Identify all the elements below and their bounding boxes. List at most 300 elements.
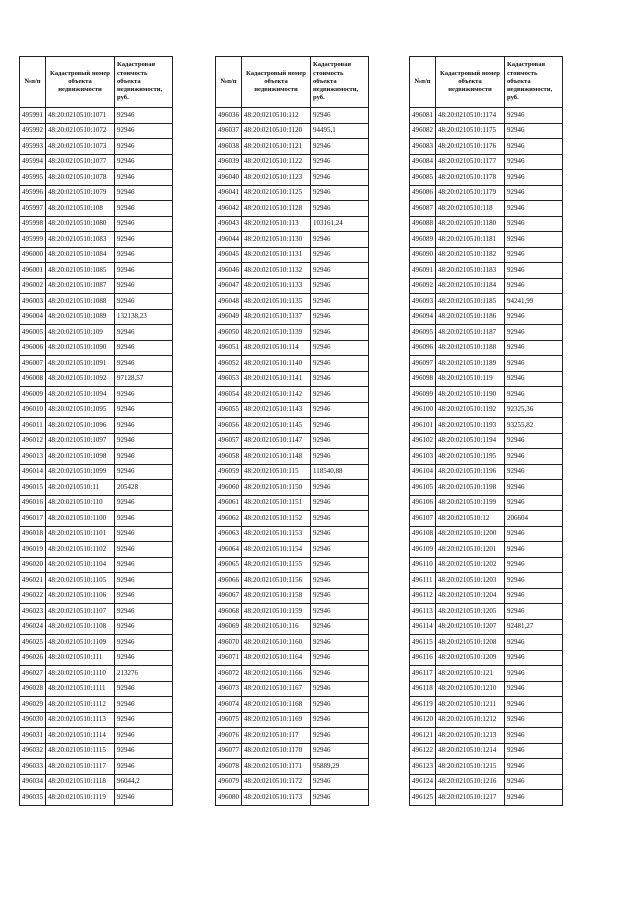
row-number: 496099 [410, 387, 436, 403]
table-row [216, 604, 369, 620]
row-number: 496080 [216, 790, 242, 806]
row-number: 496067 [216, 588, 242, 604]
cadastral-number: 48:20:0210510:1210 [436, 681, 505, 697]
table-row [20, 278, 173, 294]
cadastral-cost: 92946 [115, 573, 173, 589]
table-row [20, 139, 173, 155]
header-num: №п/п [216, 57, 242, 108]
cadastral-cost: 92946 [311, 139, 369, 155]
table-row [20, 325, 173, 341]
row-number: 496026 [20, 650, 46, 666]
cadastral-number: 48:20:0210510:1185 [436, 294, 505, 310]
cadastral-number: 48:20:0210510:1158 [242, 588, 311, 604]
cadastral-number: 48:20:0210510:116 [242, 619, 311, 635]
cadastral-cost: 92946 [311, 573, 369, 589]
cadastral-cost: 92946 [115, 247, 173, 263]
header-num: №п/п [20, 57, 46, 108]
row-number: 496046 [216, 263, 242, 279]
cadastral-cost: 92946 [115, 759, 173, 775]
table-row [20, 542, 173, 558]
table-row [216, 139, 369, 155]
row-number: 496086 [410, 185, 436, 201]
cadastral-number: 48:20:0210510:1072 [46, 123, 115, 139]
row-number: 496063 [216, 526, 242, 542]
cadastral-cost: 92946 [311, 743, 369, 759]
cadastral-cost: 92946 [505, 201, 563, 217]
table-header [410, 57, 563, 108]
cadastral-number: 48:20:0210510:1141 [242, 371, 311, 387]
row-number: 496049 [216, 309, 242, 325]
cadastral-number: 48:20:0210510:1102 [46, 542, 115, 558]
cadastral-cost: 92946 [311, 604, 369, 620]
row-number: 496101 [410, 418, 436, 434]
row-number: 496012 [20, 433, 46, 449]
cadastral-number: 48:20:0210510:110 [46, 495, 115, 511]
cadastral-cost: 92946 [311, 154, 369, 170]
table-row [410, 154, 563, 170]
row-number: 496115 [410, 635, 436, 651]
table-row [20, 604, 173, 620]
cadastral-number: 48:20:0210510:11 [46, 480, 115, 496]
table-row [20, 387, 173, 403]
row-number: 496076 [216, 728, 242, 744]
table-row [410, 387, 563, 403]
cadastral-cost: 92946 [115, 232, 173, 248]
row-number: 496118 [410, 681, 436, 697]
row-number: 496069 [216, 619, 242, 635]
cadastral-cost: 103161,24 [311, 216, 369, 232]
table-row [410, 263, 563, 279]
table-row [216, 449, 369, 465]
cadastral-cost: 213276 [115, 666, 173, 682]
cadastral-cost: 92946 [311, 681, 369, 697]
cadastral-number: 48:20:0210510:1167 [242, 681, 311, 697]
cadastral-cost: 205428 [115, 480, 173, 496]
cadastral-cost: 92946 [115, 604, 173, 620]
cadastral-number: 48:20:0210510:1171 [242, 759, 311, 775]
cadastral-table-3 [409, 56, 563, 806]
cadastral-cost: 92946 [311, 619, 369, 635]
cadastral-cost: 118540,88 [311, 464, 369, 480]
cadastral-cost: 92946 [311, 650, 369, 666]
row-number: 496045 [216, 247, 242, 263]
table-row [20, 635, 173, 651]
cadastral-number: 48:20:0210510:1107 [46, 604, 115, 620]
row-number: 496037 [216, 123, 242, 139]
cadastral-cost: 92946 [505, 774, 563, 790]
row-number: 496030 [20, 712, 46, 728]
row-number: 496055 [216, 402, 242, 418]
row-number: 496109 [410, 542, 436, 558]
table-row [216, 309, 369, 325]
row-number: 496002 [20, 278, 46, 294]
row-number: 496084 [410, 154, 436, 170]
table-row [20, 201, 173, 217]
cadastral-number: 48:20:0210510:1121 [242, 139, 311, 155]
row-number: 496064 [216, 542, 242, 558]
table-row [410, 278, 563, 294]
table-row [410, 433, 563, 449]
table-row [20, 728, 173, 744]
table-row [410, 542, 563, 558]
table-row [20, 449, 173, 465]
row-number: 496050 [216, 325, 242, 341]
row-number: 496085 [410, 170, 436, 186]
table-row [410, 402, 563, 418]
cadastral-number: 48:20:0210510:1196 [436, 464, 505, 480]
table-row [410, 557, 563, 573]
cadastral-number: 48:20:0210510:109 [46, 325, 115, 341]
cadastral-number: 48:20:0210510:1172 [242, 774, 311, 790]
cadastral-number: 48:20:0210510:1139 [242, 325, 311, 341]
row-number: 496093 [410, 294, 436, 310]
table-row [410, 774, 563, 790]
cadastral-cost: 92946 [115, 418, 173, 434]
cadastral-cost: 92946 [115, 185, 173, 201]
table-row [410, 170, 563, 186]
cadastral-cost: 92946 [505, 681, 563, 697]
cadastral-number: 48:20:0210510:1181 [436, 232, 505, 248]
cadastral-number: 48:20:0210510:1105 [46, 573, 115, 589]
cadastral-cost: 92946 [115, 557, 173, 573]
cadastral-cost: 92946 [311, 712, 369, 728]
table-row [216, 278, 369, 294]
cadastral-cost: 92946 [115, 449, 173, 465]
cadastral-cost: 95889,29 [311, 759, 369, 775]
table-row [20, 681, 173, 697]
row-number: 496102 [410, 433, 436, 449]
table-row [20, 759, 173, 775]
cadastral-cost: 92946 [311, 340, 369, 356]
header-cadastral-number: Кадастровый номер объекта недвижимости [46, 57, 115, 108]
cadastral-cost: 92946 [311, 263, 369, 279]
row-number: 495991 [20, 108, 46, 124]
table-row [20, 247, 173, 263]
table-row [216, 728, 369, 744]
cadastral-number: 48:20:0210510:1184 [436, 278, 505, 294]
table-row [410, 185, 563, 201]
cadastral-cost: 92946 [311, 418, 369, 434]
table-row [20, 697, 173, 713]
table-row [216, 216, 369, 232]
cadastral-cost: 92946 [311, 635, 369, 651]
cadastral-cost: 92946 [505, 340, 563, 356]
cadastral-number: 48:20:0210510:1137 [242, 309, 311, 325]
cadastral-number: 48:20:0210510:1080 [46, 216, 115, 232]
cadastral-cost: 92946 [311, 480, 369, 496]
cadastral-cost: 92946 [311, 697, 369, 713]
row-number: 496044 [216, 232, 242, 248]
row-number: 496078 [216, 759, 242, 775]
cadastral-cost: 92946 [505, 356, 563, 372]
table-row [216, 294, 369, 310]
cadastral-number: 48:20:0210510:1148 [242, 449, 311, 465]
row-number: 496008 [20, 371, 46, 387]
row-number: 496053 [216, 371, 242, 387]
row-number: 496061 [216, 495, 242, 511]
cadastral-cost: 92946 [311, 185, 369, 201]
cadastral-number: 48:20:0210510:1151 [242, 495, 311, 511]
table-row [216, 635, 369, 651]
row-number: 496051 [216, 340, 242, 356]
cadastral-cost: 92946 [115, 294, 173, 310]
row-number: 496075 [216, 712, 242, 728]
cadastral-number: 48:20:0210510:1079 [46, 185, 115, 201]
row-number: 496103 [410, 449, 436, 465]
header-num: №п/п [410, 57, 436, 108]
table-row [20, 619, 173, 635]
cadastral-cost: 92946 [505, 123, 563, 139]
cadastral-number: 48:20:0210510:118 [436, 201, 505, 217]
row-number: 496058 [216, 449, 242, 465]
cadastral-number: 48:20:0210510:1190 [436, 387, 505, 403]
cadastral-cost: 92946 [505, 495, 563, 511]
cadastral-cost: 92946 [311, 294, 369, 310]
table-row [216, 108, 369, 124]
table-header [20, 57, 173, 108]
cadastral-number: 48:20:0210510:12 [436, 511, 505, 527]
cadastral-cost: 92946 [505, 263, 563, 279]
cadastral-cost: 92946 [115, 154, 173, 170]
cadastral-cost: 92946 [311, 356, 369, 372]
cadastral-cost: 92946 [505, 743, 563, 759]
cadastral-cost: 94495,1 [311, 123, 369, 139]
cadastral-number: 48:20:0210510:1212 [436, 712, 505, 728]
cadastral-number: 48:20:0210510:1147 [242, 433, 311, 449]
cadastral-cost: 92946 [505, 247, 563, 263]
row-number: 496034 [20, 774, 46, 790]
row-number: 496121 [410, 728, 436, 744]
cadastral-number: 48:20:0210510:1179 [436, 185, 505, 201]
cadastral-number: 48:20:0210510:1207 [436, 619, 505, 635]
cadastral-cost: 92946 [505, 759, 563, 775]
cadastral-number: 48:20:0210510:1199 [436, 495, 505, 511]
table-row [216, 356, 369, 372]
table-row [410, 464, 563, 480]
cadastral-cost: 92946 [311, 247, 369, 263]
row-number: 496074 [216, 697, 242, 713]
cadastral-number: 48:20:0210510:1211 [436, 697, 505, 713]
cadastral-cost: 92946 [115, 635, 173, 651]
cadastral-number: 48:20:0210510:1188 [436, 340, 505, 356]
row-number: 496120 [410, 712, 436, 728]
row-number: 496023 [20, 604, 46, 620]
cadastral-number: 48:20:0210510:1092 [46, 371, 115, 387]
cadastral-cost: 92946 [115, 495, 173, 511]
cadastral-cost: 92946 [505, 526, 563, 542]
cadastral-number: 48:20:0210510:1214 [436, 743, 505, 759]
row-number: 495999 [20, 232, 46, 248]
cadastral-number: 48:20:0210510:1152 [242, 511, 311, 527]
cadastral-cost: 92946 [115, 139, 173, 155]
table-row [20, 743, 173, 759]
cadastral-cost: 92946 [505, 154, 563, 170]
cadastral-number: 48:20:0210510:1117 [46, 759, 115, 775]
row-number: 496016 [20, 495, 46, 511]
table-row [410, 418, 563, 434]
row-number: 496089 [410, 232, 436, 248]
cadastral-cost: 92946 [505, 573, 563, 589]
table-row [216, 650, 369, 666]
table-body [216, 108, 369, 806]
header-cadastral-number: Кадастровый номер объекта недвижимости [242, 57, 311, 108]
cadastral-number: 48:20:0210510:1189 [436, 356, 505, 372]
table-row [410, 511, 563, 527]
cadastral-cost: 92946 [115, 588, 173, 604]
table-row [216, 170, 369, 186]
cadastral-number: 48:20:0210510:1089 [46, 309, 115, 325]
cadastral-number: 48:20:0210510:1118 [46, 774, 115, 790]
table-row [20, 666, 173, 682]
cadastral-cost: 92946 [115, 743, 173, 759]
row-number: 496018 [20, 526, 46, 542]
row-number: 496114 [410, 619, 436, 635]
row-number: 496010 [20, 402, 46, 418]
table-row [410, 340, 563, 356]
cadastral-table-1 [19, 56, 173, 806]
table-row [410, 759, 563, 775]
table-row [20, 790, 173, 806]
cadastral-number: 48:20:0210510:1202 [436, 557, 505, 573]
table-row [216, 511, 369, 527]
row-number: 496087 [410, 201, 436, 217]
table-row [216, 697, 369, 713]
table-row [20, 123, 173, 139]
table-row [410, 123, 563, 139]
cadastral-cost: 92946 [115, 356, 173, 372]
row-number: 496066 [216, 573, 242, 589]
cadastral-cost: 92946 [505, 139, 563, 155]
cadastral-cost: 92946 [505, 464, 563, 480]
header-cadastral-number: Кадастровый номер объекта недвижимости [436, 57, 505, 108]
row-number: 496036 [216, 108, 242, 124]
row-number: 496038 [216, 139, 242, 155]
cadastral-number: 48:20:0210510:1177 [436, 154, 505, 170]
table-row [20, 356, 173, 372]
row-number: 496024 [20, 619, 46, 635]
cadastral-number: 48:20:0210510:1169 [242, 712, 311, 728]
table-row [216, 588, 369, 604]
table-row [410, 728, 563, 744]
row-number: 496022 [20, 588, 46, 604]
cadastral-cost: 92946 [505, 588, 563, 604]
row-number: 496052 [216, 356, 242, 372]
row-number: 496039 [216, 154, 242, 170]
table-row [20, 464, 173, 480]
row-number: 496004 [20, 309, 46, 325]
row-number: 495995 [20, 170, 46, 186]
row-number: 496033 [20, 759, 46, 775]
cadastral-number: 48:20:0210510:1140 [242, 356, 311, 372]
cadastral-number: 48:20:0210510:1205 [436, 604, 505, 620]
table-row [216, 387, 369, 403]
table-row [216, 480, 369, 496]
table-row [20, 185, 173, 201]
cadastral-number: 48:20:0210510:1209 [436, 650, 505, 666]
cadastral-cost: 92946 [505, 216, 563, 232]
row-number: 496068 [216, 604, 242, 620]
cadastral-cost: 92946 [311, 588, 369, 604]
table-row [216, 340, 369, 356]
cadastral-number: 48:20:0210510:113 [242, 216, 311, 232]
table-row [20, 557, 173, 573]
cadastral-number: 48:20:0210510:1097 [46, 433, 115, 449]
cadastral-cost: 206604 [505, 511, 563, 527]
cadastral-number: 48:20:0210510:1201 [436, 542, 505, 558]
row-number: 496041 [216, 185, 242, 201]
table-row [410, 743, 563, 759]
cadastral-number: 48:20:0210510:1183 [436, 263, 505, 279]
table-row [410, 108, 563, 124]
row-number: 496104 [410, 464, 436, 480]
table-row [20, 433, 173, 449]
table-header [216, 57, 369, 108]
cadastral-number: 48:20:0210510:1114 [46, 728, 115, 744]
table-row [216, 154, 369, 170]
cadastral-number: 48:20:0210510:1078 [46, 170, 115, 186]
cadastral-cost: 92946 [311, 774, 369, 790]
table-row [20, 170, 173, 186]
cadastral-number: 48:20:0210510:1176 [436, 139, 505, 155]
cadastral-number: 48:20:0210510:1085 [46, 263, 115, 279]
cadastral-number: 48:20:0210510:1130 [242, 232, 311, 248]
table-row [20, 371, 173, 387]
row-number: 496009 [20, 387, 46, 403]
row-number: 496025 [20, 635, 46, 651]
table-row [410, 588, 563, 604]
row-number: 496028 [20, 681, 46, 697]
cadastral-cost: 92946 [505, 790, 563, 806]
cadastral-number: 48:20:0210510:1106 [46, 588, 115, 604]
cadastral-cost: 92946 [505, 278, 563, 294]
row-number: 496006 [20, 340, 46, 356]
table-row [410, 216, 563, 232]
cadastral-cost: 92946 [311, 433, 369, 449]
cadastral-number: 48:20:0210510:1109 [46, 635, 115, 651]
cadastral-cost: 92946 [115, 340, 173, 356]
cadastral-cost: 92946 [505, 557, 563, 573]
cadastral-table-2 [215, 56, 369, 806]
cadastral-cost: 92946 [505, 542, 563, 558]
cadastral-number: 48:20:0210510:1132 [242, 263, 311, 279]
cadastral-number: 48:20:0210510:1170 [242, 743, 311, 759]
cadastral-cost: 92946 [505, 371, 563, 387]
cadastral-cost: 92946 [505, 325, 563, 341]
cadastral-number: 48:20:0210510:1133 [242, 278, 311, 294]
cadastral-number: 48:20:0210510:1160 [242, 635, 311, 651]
table-row [216, 263, 369, 279]
cadastral-number: 48:20:0210510:1195 [436, 449, 505, 465]
cadastral-number: 48:20:0210510:1150 [242, 480, 311, 496]
table-row [20, 495, 173, 511]
table-row [216, 712, 369, 728]
row-number: 495992 [20, 123, 46, 139]
row-number: 496125 [410, 790, 436, 806]
cadastral-cost: 92946 [115, 526, 173, 542]
cadastral-cost: 92946 [505, 108, 563, 124]
cadastral-cost: 92946 [115, 170, 173, 186]
table-row [216, 232, 369, 248]
cadastral-cost: 92946 [115, 728, 173, 744]
table-row [216, 464, 369, 480]
cadastral-number: 48:20:0210510:1159 [242, 604, 311, 620]
cadastral-number: 48:20:0210510:1084 [46, 247, 115, 263]
cadastral-cost: 92946 [505, 650, 563, 666]
cadastral-number: 48:20:0210510:1108 [46, 619, 115, 635]
row-number: 496019 [20, 542, 46, 558]
cadastral-number: 48:20:0210510:1099 [46, 464, 115, 480]
table-row [20, 232, 173, 248]
